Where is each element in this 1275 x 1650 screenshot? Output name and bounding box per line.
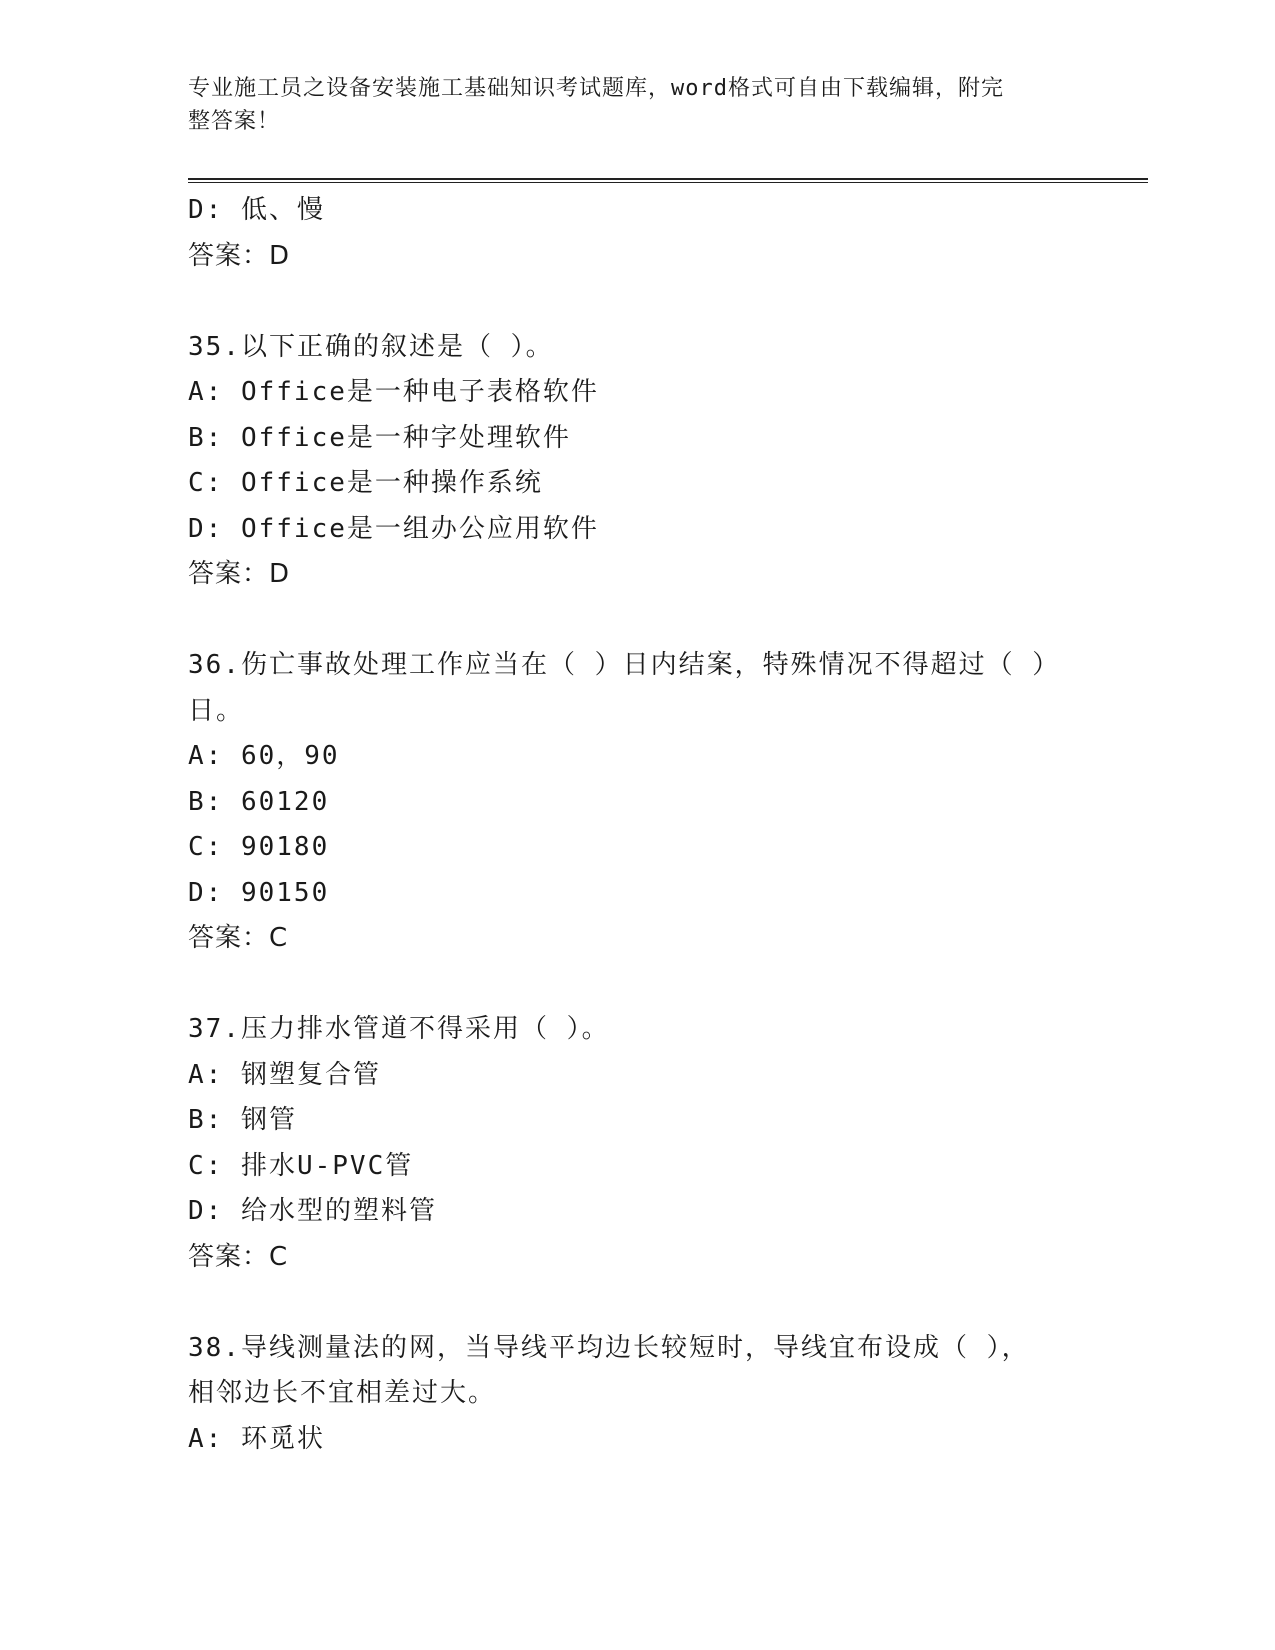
question-stem: 36.伤亡事故处理工作应当在（ ）日内结案，特殊情况不得超过（ ） — [188, 650, 1061, 680]
option-c: C: 90180 — [188, 832, 330, 862]
spacer — [188, 598, 1148, 644]
option-a: A: 环觅状 — [188, 1423, 325, 1454]
option-d: D: 给水型的塑料管 — [188, 1196, 437, 1226]
header-line-2: 整答案！ — [188, 109, 281, 134]
previous-question-tail — [188, 188, 1148, 279]
option-c: C: 排水U-PVC管 — [188, 1150, 414, 1181]
question-36 — [188, 643, 1148, 962]
answer-line: 答案：C — [188, 1241, 289, 1272]
answer-line: 答案：D — [188, 559, 291, 589]
answer-line: 答案：C — [188, 923, 289, 953]
header-divider — [188, 178, 1148, 183]
question-list — [188, 188, 1148, 1462]
option-a: A: 60，90 — [188, 741, 340, 771]
option-d: D: 低、慢 — [188, 195, 325, 225]
question-stem: 38.导线测量法的网，当导线平均边长较短时，导线宜布设成（ ）， — [188, 1332, 1030, 1363]
option-c: C: Office是一种操作系统 — [188, 468, 543, 498]
option-b: B: Office是一种字处理软件 — [188, 422, 571, 453]
option-a: A: 钢塑复合管 — [188, 1059, 381, 1090]
question-stem: 37.压力排水管道不得采用（ ）。 — [188, 1014, 610, 1044]
question-35 — [188, 325, 1148, 598]
spacer — [188, 1280, 1148, 1326]
question-stem-continued: 日。 — [188, 695, 245, 726]
option-b: B: 钢管 — [188, 1105, 297, 1135]
option-d: D: Office是一组办公应用软件 — [188, 513, 599, 544]
document-header — [188, 72, 1068, 138]
header-line-1: 专业施工员之设备安装施工基础知识考试题库，word格式可自由下载编辑，附完 — [188, 76, 1004, 101]
spacer — [188, 962, 1148, 1008]
question-stem-continued: 相邻边长不宜相差过大。 — [188, 1378, 497, 1408]
option-a: A: Office是一种电子表格软件 — [188, 377, 599, 407]
answer-line: 答案：D — [188, 240, 291, 271]
spacer — [188, 279, 1148, 325]
option-b: B: 60120 — [188, 786, 330, 817]
question-stem: 35.以下正确的叙述是（ ）。 — [188, 331, 554, 362]
question-38 — [188, 1326, 1148, 1463]
option-d: D: 90150 — [188, 877, 330, 908]
question-37 — [188, 1007, 1148, 1280]
